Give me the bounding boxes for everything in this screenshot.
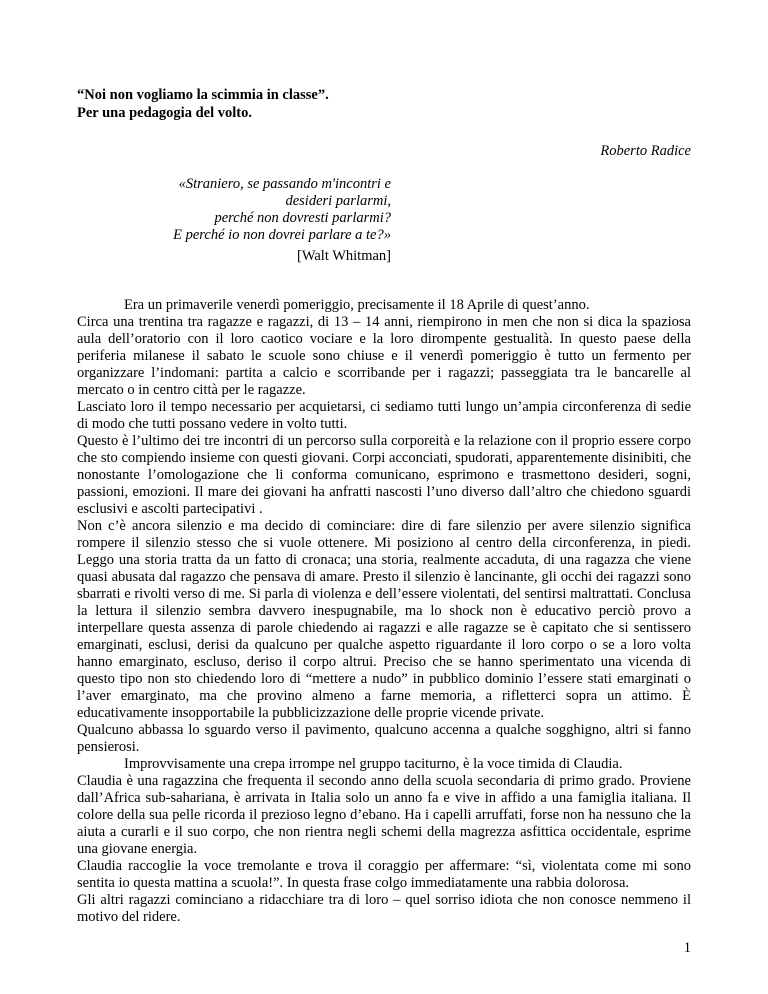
epigraph-attribution: [Walt Whitman] bbox=[297, 248, 391, 264]
paragraph: Gli altri ragazzi cominciano a ridacchiare tra di loro – quel sorriso idiota che non conosce nemmeno il motivo del ridere. bbox=[77, 892, 691, 925]
paragraph: Claudia è una ragazzina che frequenta il secondo anno della scuola secondaria di primo grado. Proviene dall’Africa sub-sahariana, è arrivata in Italia solo un anno fa e vive in affido a una famiglia italiana. Il colore della sua pelle ricorda il prezioso legno d’ebano. Ha i capelli arruffati, forse non ha nessuno che la aiuta a curarli e il suo corpo, che non rientra negli schemi della magrezza asfittica occidentale, esprime una giovane energia. bbox=[77, 773, 691, 857]
epigraph-line: «Straniero, se passando m'incontri e bbox=[178, 176, 391, 192]
paragraph: Claudia raccoglie la voce tremolante e trova il coraggio per affermare: “sì, violentata come mi sono sentita io questa mattina a scuola!”. In questa frase colgo immediatamente una rabbia dolorosa. bbox=[77, 858, 691, 891]
epigraph bbox=[173, 176, 391, 244]
author-name: Roberto Radice bbox=[600, 143, 691, 159]
epigraph-line: desideri parlarmi, bbox=[285, 193, 391, 209]
epigraph-line: perché non dovresti parlarmi? bbox=[214, 210, 391, 226]
page-number: 1 bbox=[683, 940, 691, 956]
document-title bbox=[77, 86, 329, 122]
paragraph: Non c’è ancora silenzio e ma decido di cominciare: dire di fare silenzio per avere silenzio significa rompere il silenzio stesso che si vuole ottenere. Mi posiziono al centro della circonferenza, in piedi. Leggo una storia tratta da un fatto di cronaca; una storia, realmente accaduta, di una ragazza che viene quasi abusata dal ragazzo che pensava di amare. Presto il silenzio è lancinante, gli occhi dei ragazzi sono sbarrati e rivolti verso di me. Si parla di violenza e dell’essere violentati, del sentirsi maltrattati. Conclusa la lettura il silenzio sembra davvero inespugnabile, ma lo shock non è educativo perciò provo a interpellare questa assenza di parole chiedendo ai ragazzi e alle ragazze se è capitato che si sentissero emarginati, esclusi, derisi da qualcuno per qualche aspetto riguardante il loro corpo o se a loro volta hanno emarginato, escluso, deriso il corpo altrui. Preciso che se hanno sperimentato una vicenda di questo tipo non sto chiedendo loro di “mettere a nudo” in pubblico dominio l’essere stati emarginati o l’aver emarginato, ma che provino almeno a farne memoria, a rifletterci sopra un attimo. È educativamente insopportabile la pubblicizzazione delle proprie vicende private. bbox=[77, 518, 691, 721]
paragraph: Improvvisamente una crepa irrompe nel gruppo taciturno, è la voce timida di Claudia. bbox=[124, 756, 623, 772]
body-text bbox=[77, 297, 691, 926]
paragraph: Questo è l’ultimo dei tre incontri di un percorso sulla corporeità e la relazione con il proprio essere corpo che sto compiendo insieme con questi giovani. Corpi acconciati, spudorati, apparentemente disinibiti, che nonostante l’omologazione che li conforma comunicano, esprimono e trasmettono desideri, sogni, passioni, emozioni. Il mare dei giovani ha anfratti nascosti l’uno diverso dall’altro che chiedono sguardi esclusivi e ascolti partecipativi . bbox=[77, 433, 691, 517]
title-line-1: “Noi non vogliamo la scimmia in classe”. bbox=[77, 87, 329, 103]
epigraph-line: E perché io non dovrei parlare a te?» bbox=[173, 227, 391, 243]
paragraph: Era un primaverile venerdì pomeriggio, precisamente il 18 Aprile di quest’anno. bbox=[124, 297, 590, 313]
paragraph: Lasciato loro il tempo necessario per acquietarsi, ci sediamo tutti lungo un’ampia circonferenza di sedie di modo che tutti possano vedere in volto tutti. bbox=[77, 399, 691, 432]
title-line-2: Per una pedagogia del volto. bbox=[77, 105, 252, 121]
paragraph: Circa una trentina tra ragazze e ragazzi, di 13 – 14 anni, riempirono in men che non si dica la spaziosa aula dell’oratorio con il loro caotico vociare e la loro dirompente gestualità. In questo paese della periferia milanese il sabato le scuole sono chiuse e il venerdì pomeriggio è tutto un fermento per organizzare l’indomani: partita a calcio e scorribande per i ragazzi; passeggiata tra le bancarelle al mercato o in centro città per le ragazze. bbox=[77, 314, 691, 398]
paragraph: Qualcuno abbassa lo sguardo verso il pavimento, qualcuno accenna a qualche sogghigno, altri si fanno pensierosi. bbox=[77, 722, 691, 755]
